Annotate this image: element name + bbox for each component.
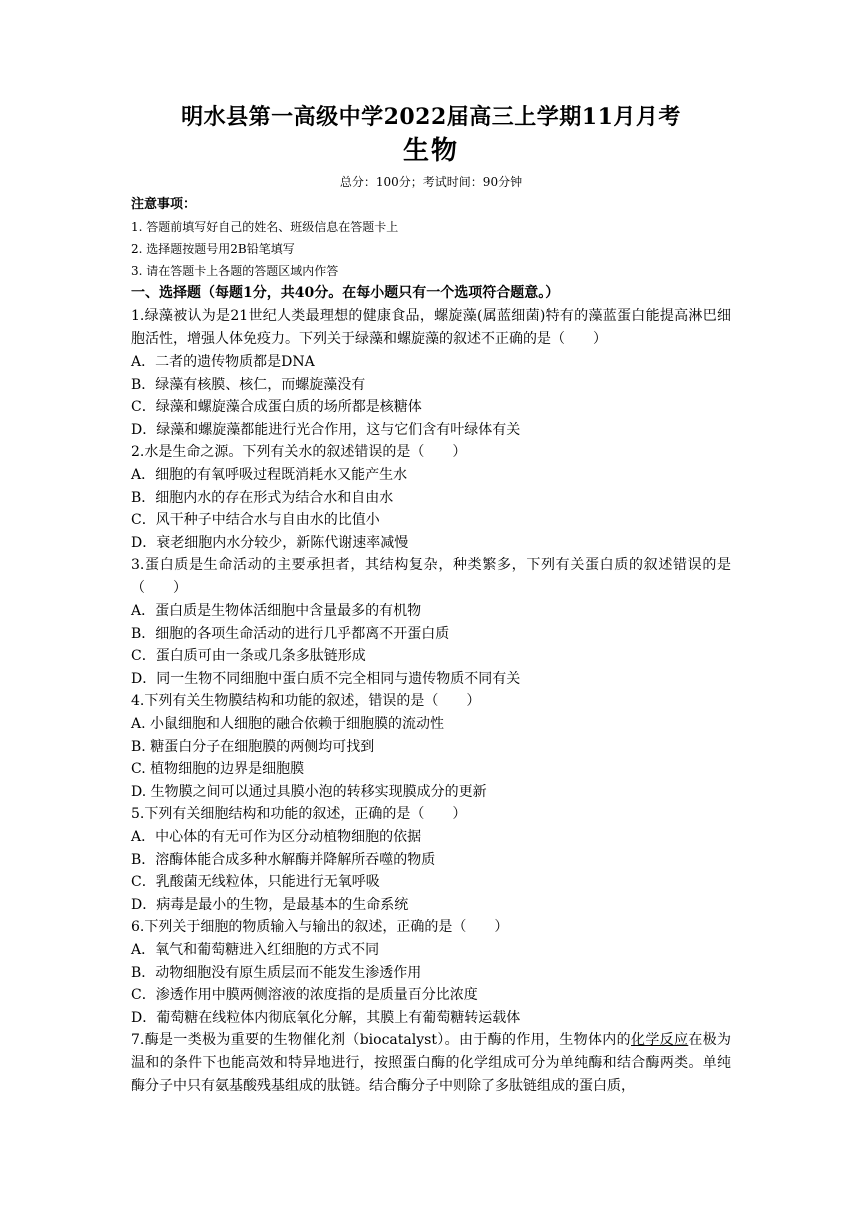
question-4	[131, 690, 731, 803]
notice-item: 3. 请在答题卡上各题的答题区域内作答	[131, 264, 339, 278]
option-c: C．乳酸菌无线粒体，只能进行无氧呼吸	[131, 874, 380, 890]
score-info: 总分：100分；考试时间：90分钟	[339, 175, 523, 189]
question-7	[131, 1029, 731, 1098]
q7-text-part1: 7.酶是一类极为重要的生物催化剂（biocatalyst）。由于酶的作用，生物体内的	[131, 1032, 631, 1048]
option-d: D．葡萄糖在线粒体内彻底氧化分解，其膜上有葡萄糖转运载体	[131, 1009, 521, 1026]
question-stem: 6.下列关于细胞的物质输入与输出的叙述，正确的是（ ）	[131, 919, 509, 935]
option-d: D．同一生物不同细胞中蛋白质不完全相同与遗传物质不同有关	[131, 670, 521, 687]
option-c: C．风干种子中结合水与自由水的比值小	[131, 512, 380, 528]
question-stem: 2.水是生命之源。下列有关水的叙述错误的是（ ）	[131, 444, 467, 460]
option-c: C. 植物细胞的边界是细胞膜	[131, 761, 305, 777]
option-b: B．溶酶体能合成多种水解酶并降解所吞噬的物质	[131, 851, 436, 868]
option-a: A．二者的遗传物质都是DNA	[131, 354, 315, 370]
question-1	[131, 305, 731, 441]
page-content	[131, 102, 731, 1098]
option-c: C．渗透作用中膜两侧溶液的浓度指的是质量百分比浓度	[131, 987, 478, 1003]
option-a: A．蛋白质是生物体活细胞中含量最多的有机物	[131, 603, 422, 619]
option-c: C．蛋白质可由一条或几条多肽链形成	[131, 648, 366, 664]
question-stem: 1.绿藻被认为是21世纪人类最理想的健康食品，螺旋藻(属蓝细菌)特有的藻蓝蛋白能提高淋巴细胞活性，增强人体免疫力。下列关于绿藻和螺旋藻的叙述不正确的是（ ）	[131, 308, 731, 347]
notice-item: 2. 选择题按题号用2B铅笔填写	[131, 242, 295, 256]
option-a: A．氧气和葡萄糖进入红细胞的方式不同	[131, 942, 380, 958]
section-title: 一、选择题（每题1分，共40分。在每小题只有一个选项符合题意。）	[131, 285, 560, 301]
question-stem: 4.下列有关生物膜结构和功能的叙述，错误的是（ ）	[131, 693, 481, 709]
option-a: A．细胞的有氧呼吸过程既消耗水又能产生水	[131, 467, 408, 483]
option-d: D. 生物膜之间可以通过具膜小泡的转移实现膜成分的更新	[131, 783, 487, 800]
option-a: A. 小鼠细胞和人细胞的融合依赖于细胞膜的流动性	[131, 716, 445, 732]
question-stem: 3.蛋白质是生命活动的主要承担者，其结构复杂，种类繁多，下列有关蛋白质的叙述错误的是（ ）	[131, 557, 731, 596]
question-stem: 5.下列有关细胞结构和功能的叙述，正确的是（ ）	[131, 806, 467, 822]
option-b: B．绿藻有核膜、核仁，而螺旋藻没有	[131, 376, 366, 393]
exam-title: 明水县第一高级中学2022届高三上学期11月月考	[181, 104, 681, 130]
notice-block	[131, 194, 731, 282]
option-b: B．动物细胞没有原生质层而不能发生渗透作用	[131, 964, 422, 981]
question-2	[131, 441, 731, 554]
chemical-reaction-link[interactable]: 化学反应	[630, 1032, 689, 1048]
option-b: B．细胞内水的存在形式为结合水和自由水	[131, 489, 394, 506]
notice-item: 1. 答题前填写好自己的姓名、班级信息在答题卡上	[131, 220, 399, 234]
notice-title: 注意事项：	[131, 197, 197, 212]
q7-text-part2: 在极为温和的条件下也能高效和特异地进行，按照蛋白酶的化学组成可分为单纯酶和结合酶两类。单纯酶分子中只有氨基酸残基组成的肽链。结合酶分子中则除了多肽链组成的蛋白质，	[131, 1032, 731, 1094]
option-d: D．病毒是最小的生物，是最基本的生命系统	[131, 896, 409, 913]
question-3	[131, 554, 731, 690]
option-d: D．绿藻和螺旋藻都能进行光合作用，这与它们含有叶绿体有关	[131, 421, 521, 438]
option-d: D．衰老细胞内水分较少，新陈代谢速率减慢	[131, 534, 409, 551]
option-a: A．中心体的有无可作为区分动植物细胞的依据	[131, 829, 422, 845]
option-b: B．细胞的各项生命活动的进行几乎都离不开蛋白质	[131, 625, 450, 642]
question-6	[131, 916, 731, 1029]
option-b: B. 糖蛋白分子在细胞膜的两侧均可找到	[131, 738, 375, 755]
question-5	[131, 803, 731, 916]
subject-title: 生物	[402, 136, 459, 166]
option-c: C．绿藻和螺旋藻合成蛋白质的场所都是核糖体	[131, 399, 422, 415]
